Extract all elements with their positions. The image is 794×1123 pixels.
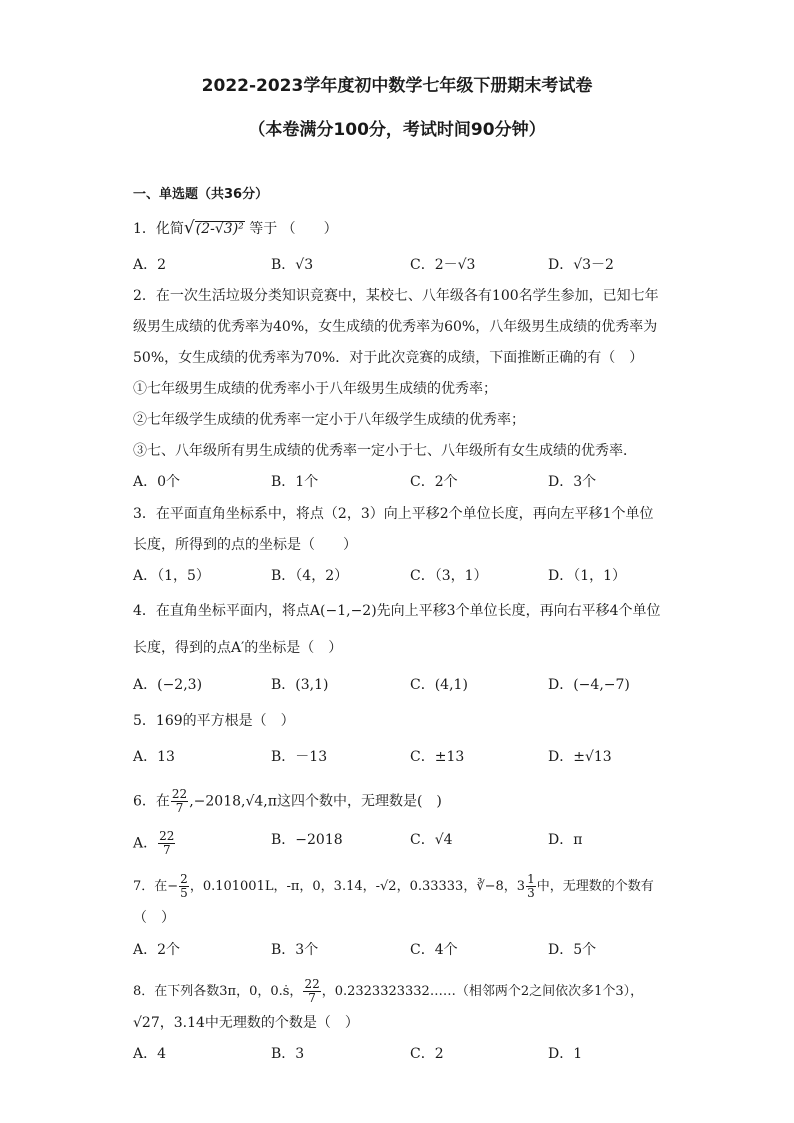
option-d: D．√3－2 [548, 257, 614, 273]
exam-title: 2022-2023学年度初中数学七年级下册期末考试卷 [201, 76, 593, 96]
question-8-line-2: √27，3.14中无理数的个数是（ ） [133, 1015, 359, 1031]
question-6-stem: 6．在 $\frac{22}{7}$ ,−2018,√4,π这四个数中，无理数是( ) [133, 787, 442, 815]
statement-1: ①七年级男生成绩的优秀率小于八年级男生成绩的优秀率； [133, 381, 497, 397]
option-c: C．√4 [410, 832, 453, 848]
fraction: $\frac{22}{7}$ [304, 977, 320, 1005]
option-c: C．2 [410, 1046, 444, 1062]
statement-3: ③七、八年级所有男生成绩的优秀率一定小于七、八年级所有女生成绩的优秀率． [133, 443, 637, 459]
option-d: D．3个 [548, 474, 597, 490]
option-c: C．(4,1) [410, 677, 468, 693]
statement-2: ②七年级学生成绩的优秀率一定小于八年级学生成绩的优秀率； [133, 412, 525, 428]
fraction: $\frac{1}{3}$ [527, 872, 535, 900]
option-a: A．2个 [133, 942, 181, 958]
option-b: B．−2018 [271, 832, 343, 848]
option-c: C．4个 [410, 942, 458, 958]
question-1-stem: 1．化简√(2-√3)² 等于 （ ） [133, 218, 338, 238]
option-c: C．（3，1） [410, 568, 488, 584]
question-4-line-1: 4．在直角坐标平面内，将点A(−1,−2)先向上平移3个单位长度，再向右平移4个单位 [133, 603, 661, 619]
question-8-line-1: 8．在下列各数3π，0，0.ṡ， $\frac{22}{7}$ ，0.2323323332……（相邻两个2之间依次多1个3）， [133, 977, 644, 1005]
option-a: A．0个 [133, 474, 181, 490]
option-a: A．2 [133, 257, 167, 273]
section-heading: 一、单选题（共36分） [133, 187, 269, 202]
question-3-line-2: 长度，所得到的点的坐标是（ ） [133, 537, 357, 553]
question-2-line-1: 2．在一次生活垃圾分类知识竞赛中，某校七、八年级各有100名学生参加，已知七年 [133, 288, 659, 304]
option-a: A． $\frac{22}{7}$ [133, 829, 175, 857]
question-7-line-1: 7．在− $\frac{2}{5}$ ，0.101001L，-π，0，3.14，-√2，0.33333，∛−8，3 $\frac{1}{3}$ 中，无理数的个数有 [133, 872, 654, 900]
option-d: D．π [548, 832, 583, 848]
option-c: C．2个 [410, 474, 458, 490]
question-3-line-1: 3．在平面直角坐标系中，将点（2，3）向上平移2个单位长度，再向左平移1个单位 [133, 506, 654, 522]
option-a: A．(−2,3) [133, 677, 203, 693]
option-b: B．√3 [271, 257, 314, 273]
option-c: C．2－√3 [410, 257, 476, 273]
question-4-line-2: 长度，得到的点A′的坐标是（ ） [133, 640, 343, 656]
fraction: $\frac{2}{5}$ [180, 872, 188, 900]
option-a: A．4 [133, 1046, 167, 1062]
exam-subtitle: （本卷满分100分，考试时间90分钟） [248, 120, 546, 140]
option-b: B．3个 [271, 942, 319, 958]
option-a: A．（1，5） [133, 568, 210, 584]
fraction: $\frac{22}{7}$ [159, 829, 175, 857]
question-2-line-3: 50%，女生成绩的优秀率为70%．对于此次竞赛的成绩，下面推断正确的有（ ） [133, 350, 644, 366]
question-7-line-2: （ ） [133, 910, 175, 926]
option-a: A．13 [133, 749, 175, 765]
option-b: B．1个 [271, 474, 319, 490]
option-b: B．（4，2） [271, 568, 349, 584]
option-b: B．(3,1) [271, 677, 329, 693]
option-c: C．±13 [410, 749, 465, 765]
option-d: D．±√13 [548, 749, 612, 765]
radicand: (2-√3)² [195, 221, 244, 237]
question-2-line-2: 级男生成绩的优秀率为40%，女生成绩的优秀率为60%，八年级男生成绩的优秀率为 [133, 319, 658, 335]
option-b: B．3 [271, 1046, 305, 1062]
option-d: D．(−4,−7) [548, 677, 630, 693]
option-d: D．5个 [548, 942, 597, 958]
option-b: B．－13 [271, 749, 328, 765]
option-d: D．1 [548, 1046, 583, 1062]
option-d: D．（1，1） [548, 568, 627, 584]
fraction: $\frac{22}{7}$ [171, 787, 188, 815]
question-5-stem: 5．169的平方根是（ ） [133, 713, 295, 729]
